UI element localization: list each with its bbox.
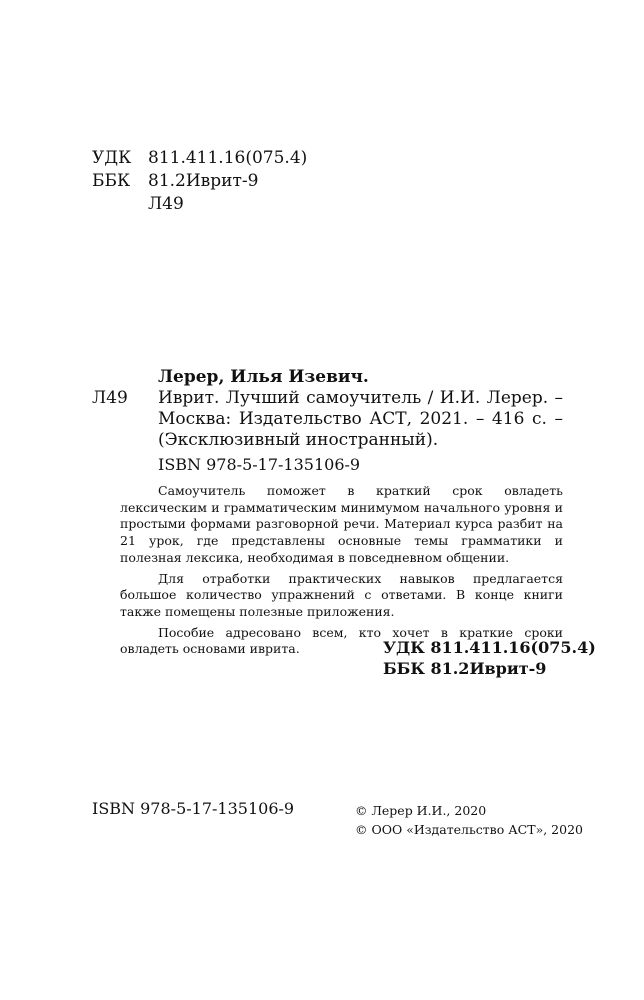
copyrights: [355, 801, 583, 839]
footer-isbn: ISBN 978-5-17-135106-9: [92, 799, 295, 818]
udk-value: 811.411.16(075.4): [148, 148, 308, 168]
author-mark-row: [92, 193, 307, 216]
catalog-isbn: ISBN 978-5-17-135106-9: [158, 455, 361, 474]
bbk-label: ББК: [92, 171, 131, 191]
catalog-author: Лерер, Илья Изевич.: [158, 367, 369, 387]
right-classification-codes: [383, 637, 596, 679]
annotation-paragraph: Пособие адресовано всем, кто хочет в краткие сроки овладеть основами иврита.: [120, 624, 563, 657]
annotation-paragraph: Для отработки практических навыков предлагается большое количество упражнений с ответами. В конце книги также помещены полезные приложения.: [120, 570, 563, 619]
right-bbk: ББК 81.2Иврит-9: [383, 659, 547, 678]
bbk-row: [92, 170, 307, 193]
copyright-publisher: © ООО «Издательство АСТ», 2020: [355, 822, 583, 837]
catalog-author-mark: Л49: [92, 388, 128, 408]
annotation-paragraph: Самоучитель поможет в краткий срок овладеть лексическим и грамматическим минимумом начального уровня и простыми формами разговорной речи. Материал курса разбит на 21 урок, где представлены основные темы грамматики и полезная лексика, необходимая в повседневном общении.: [120, 483, 563, 565]
bbk-value: 81.2Иврит-9: [148, 171, 259, 191]
author-mark: Л49: [148, 194, 184, 214]
classification-codes: [92, 147, 307, 216]
catalog-description: Иврит. Лучший самоучитель / И.И. Лерер. – Москва: Издательство АСТ, 2021. – 416 с. – (Эксклюзивный иностранный).: [158, 388, 563, 450]
copyright-author: © Лерер И.И., 2020: [355, 803, 487, 818]
udk-label: УДК: [92, 148, 132, 168]
right-udk: УДК 811.411.16(075.4): [383, 638, 596, 657]
annotation: [120, 483, 563, 662]
udk-row: [92, 147, 307, 170]
